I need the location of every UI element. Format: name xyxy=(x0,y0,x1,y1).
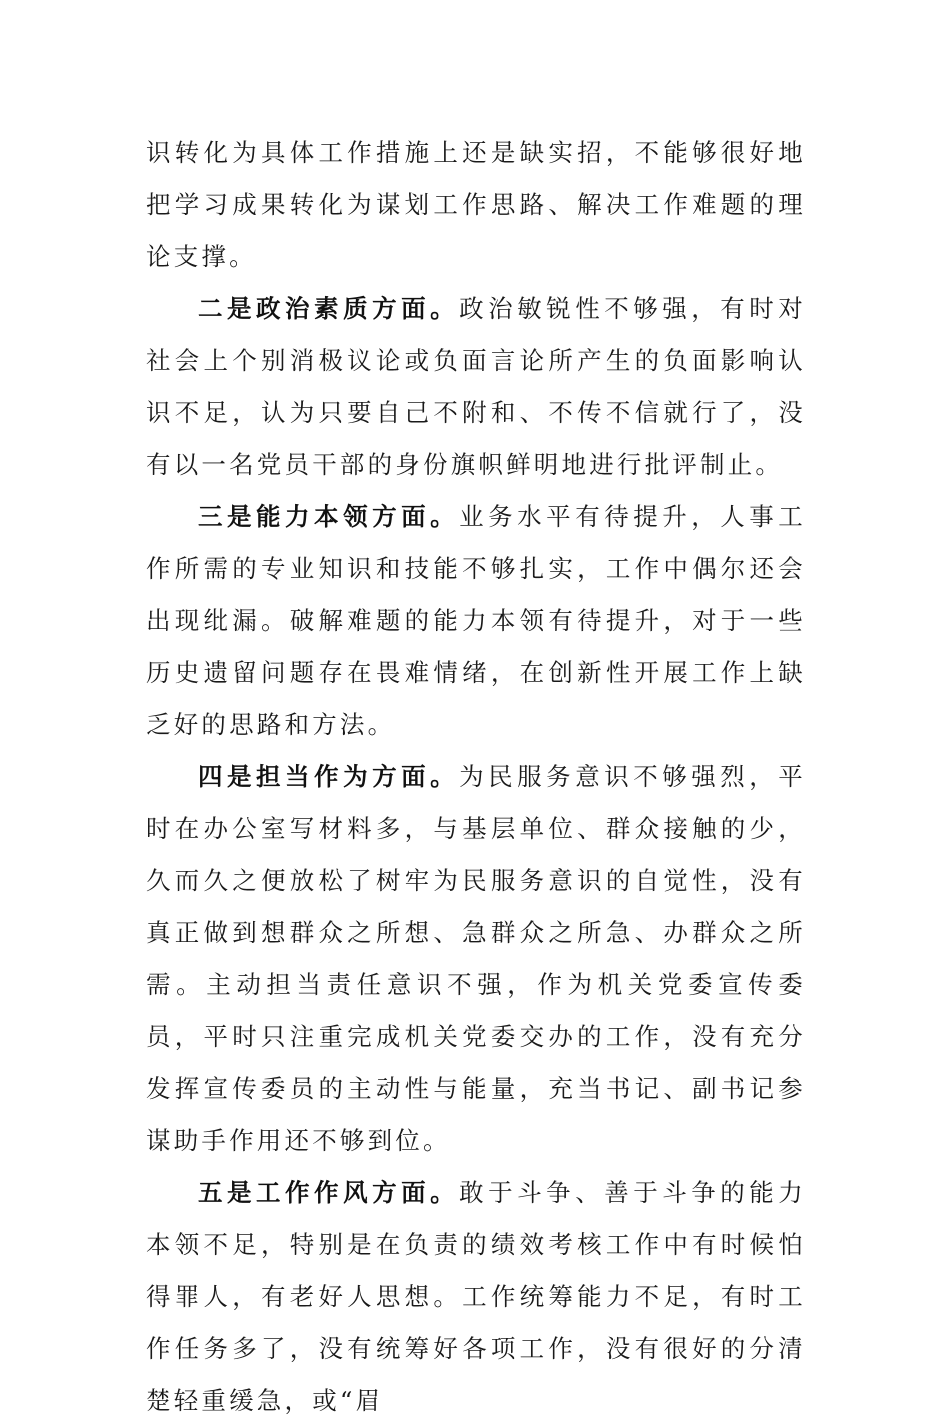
paragraph-text: 为民服务意识不够强烈，平时在办公室写材料多，与基层单位、群众接触的少，久而久之便放松了树牢为民服务意识的自觉性，没有真正做到想群众之所想、急群众之所急、办群众之所需。主动担当责任意识不强，作为机关党委宣传委员，平时只注重完成机关党委交办的工作，没有充分发挥宣传委员的主动性与能量，充当书记、副书记参谋助手作用还不够到位。 xyxy=(146,762,806,1155)
paragraph-responsibility xyxy=(146,751,806,1167)
paragraph-heading: 二是政治素质方面。 xyxy=(198,294,460,323)
paragraph-political-quality xyxy=(146,283,806,491)
paragraph-text: 业务水平有待提升，人事工作所需的专业知识和技能不够扎实，工作中偶尔还会出现纰漏。破解难题的能力本领有待提升，对于一些历史遗留问题存在畏难情绪，在创新性开展工作上缺乏好的思路和方法。 xyxy=(146,502,806,739)
paragraph-heading: 四是担当作为方面。 xyxy=(198,762,460,791)
paragraph-continuation xyxy=(146,127,806,283)
paragraph-heading: 三是能力本领方面。 xyxy=(198,502,460,531)
paragraph-ability xyxy=(146,491,806,751)
paragraph-heading: 五是工作作风方面。 xyxy=(198,1178,460,1207)
document-body xyxy=(146,127,806,1427)
paragraph-work-style xyxy=(146,1167,806,1427)
paragraph-text: 识转化为具体工作措施上还是缺实招，不能够很好地把学习成果转化为谋划工作思路、解决工作难题的理论支撑。 xyxy=(146,138,806,271)
paragraph-text: 敢于斗争、善于斗争的能力本领不足，特别是在负责的绩效考核工作中有时候怕得罪人，有老好人思想。工作统筹能力不足，有时工作任务多了，没有统筹好各项工作，没有很好的分清楚轻重缓急，或“眉 xyxy=(146,1178,806,1415)
paragraph-text: 政治敏锐性不够强，有时对社会上个别消极议论或负面言论所产生的负面影响认识不足，认为只要自己不附和、不传不信就行了，没有以一名党员干部的身份旗帜鲜明地进行批评制止。 xyxy=(146,294,806,479)
